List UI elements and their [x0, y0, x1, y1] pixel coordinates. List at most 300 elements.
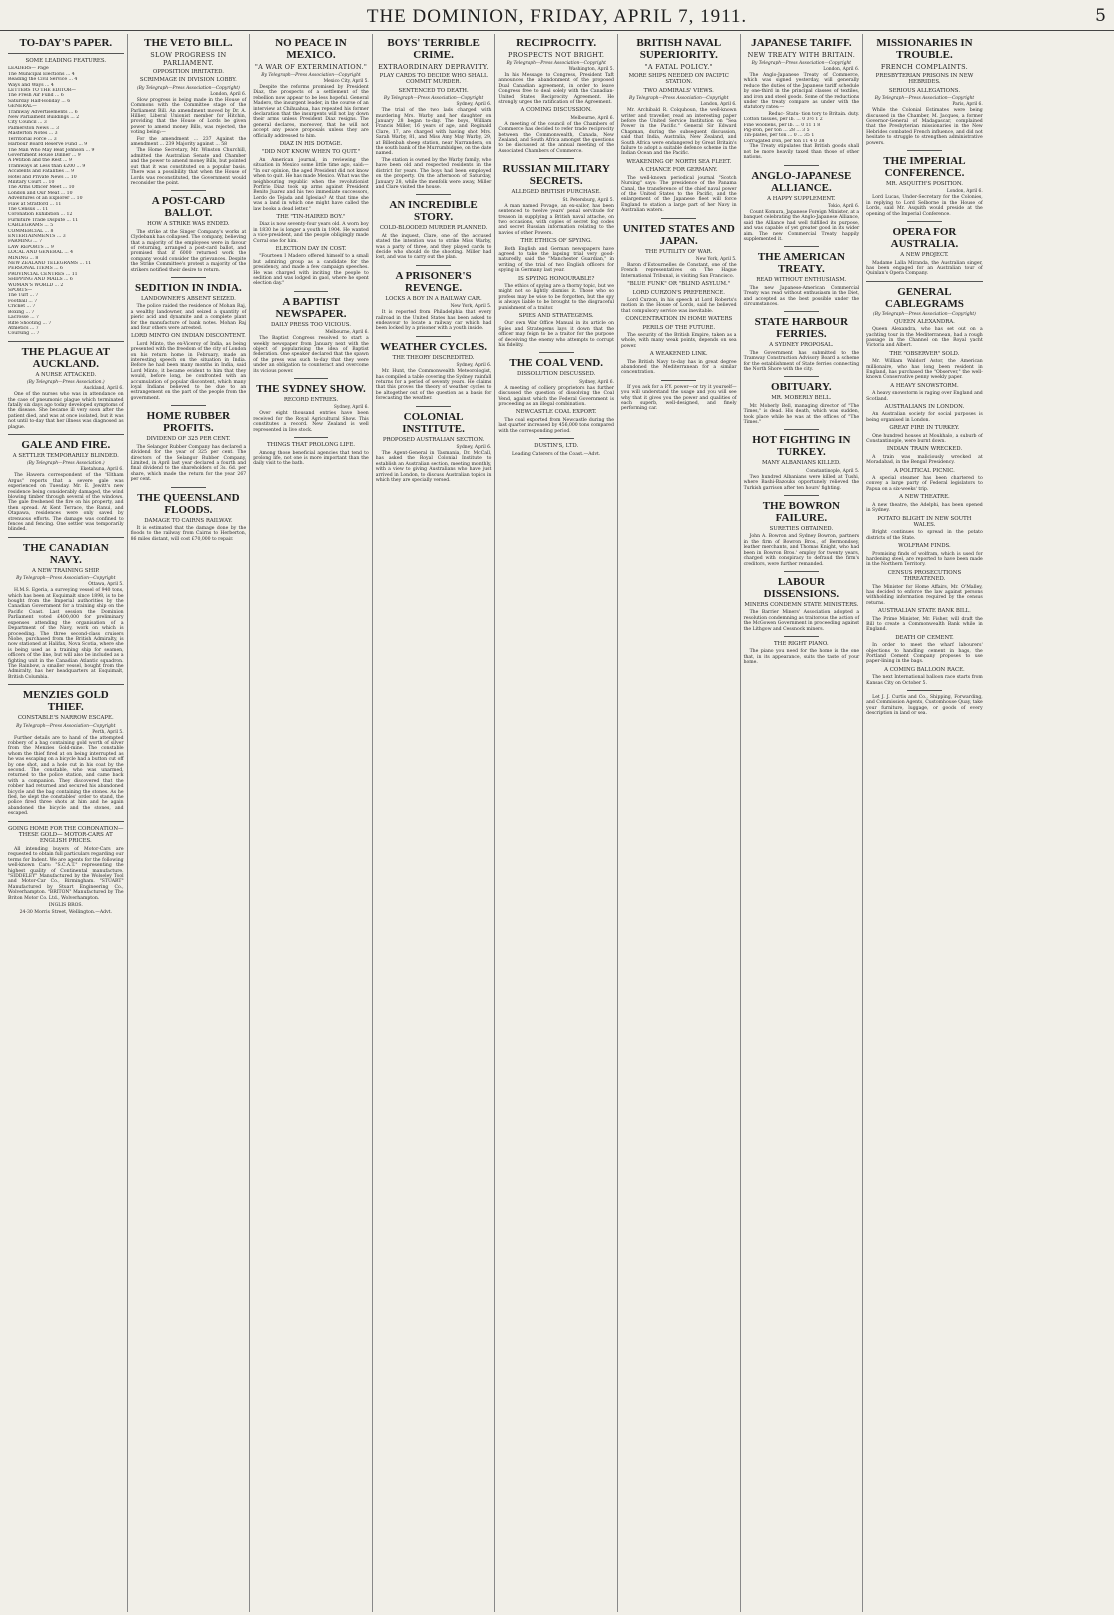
article-paragraph: Mr. Archibald R. Colquhoun, the well-known writer and traveller, read an interesting paper before the United Service Institution on "Sea Power in the Pacific." General Sir Edward Chapman, during the subsequent discussion, said that India, Australia, New Zealand, and South Africa were endangered by Great Britain's failure to adopt a suitable defence scheme in the Indian Ocean and the Pacific.	[620, 108, 737, 157]
vote-figures: For the amendment ... 237 Against the amendment ... 239 Majority against ... 58	[130, 136, 247, 148]
cablegram-heading: INDIAN TRAIN WRECKED.	[886, 446, 963, 453]
subheadline: DAILY PRESS TOO VICIOUS.	[270, 321, 352, 328]
divider	[784, 429, 819, 430]
dateline: Constantinople, April 5.	[806, 468, 860, 474]
headline: RECIPROCITY.	[516, 37, 597, 49]
divider	[8, 434, 124, 435]
index-entry: Palmerston News ... 3	[8, 125, 60, 131]
article-paragraph: While the Colonial Estimates were being discussed in the Chamber, M. Jacques, a former Governor-General of Madagascar, complained that the Presbyterian missionaries in the New Hebrides combated French influence, and did not hesitate to struggle to strengthen administrative powers.	[866, 108, 983, 146]
article-paragraph: The Barrier Miners' Association adopted a resolution condemning as traitorous the action of the McGowen Government in proceeding against the Lithgow and Cessnock miners.	[743, 610, 860, 632]
dateline: Ottawa, April 5.	[88, 582, 124, 588]
article-paragraph: The Hawera correspondent of the "Eltham Argus" reports that a severe gale was experienced on Tuesday. Mr. E. Jewitt's new residence being considerably damaged, the wind blowing timber through several of the windows. The gale freshened the fire on his property, and then spread. At Kent Terrace, the Ranui, and Otapawa, residences were only saved by strenuous efforts. The damage was confined to fences and fencing. One settler was temporarily blinded.	[8, 473, 124, 533]
subheadline: LORD CURZON'S PREFERENCE.	[632, 289, 725, 296]
article-paragraph: It is reported from Philadelphia that every railroad in the United States has been asked to endeavour to locate a railway car which had been locked by a prisoner with a youth inside.	[375, 310, 492, 332]
subheadline: WEAKENING OF NORTH SEA FLEET.	[626, 158, 732, 165]
cablegram-text: A train was maliciously wrecked at Moradabad, in the Bengal Presidency.	[866, 454, 983, 466]
tariff-table	[744, 117, 860, 144]
column-6	[618, 34, 741, 1612]
index-entry: LAW REPORTS ... 9	[8, 244, 54, 250]
tariff-table-header: Reduc- Statu- tion tory to Britain. duty.	[768, 111, 860, 117]
column-3	[250, 34, 373, 1612]
advertisement-heading: THINGS THAT PROLONG LIFE.	[266, 442, 355, 449]
article-paragraph: The security of the British Empire, taken as a whole, with many weak points, depends on sea power.	[620, 333, 737, 349]
source-line: By Telegraph—Press Association—Copyright	[629, 96, 729, 102]
index-entry: The Man Who May Beat Johnson ... 9	[8, 147, 95, 153]
subheadline: EXTRAORDINARY DEPRAVITY.	[378, 63, 489, 71]
headline: THE AMERICAN TREATY.	[757, 251, 845, 276]
divider	[8, 341, 124, 342]
source-line: (By Telegraph—Press Association.)	[26, 380, 105, 386]
source-line: (By Telegraph—Press Association—Copyright)	[136, 85, 240, 91]
article-paragraph: An American journal, in reviewing the situation in Mexico some little time ago, said:— "In our opinion, the aged President did not know when to quit. He has made Mexico. What was the neighbouring republic when the revolutionist Porfirio Diaz took up arms against President Benito Juarez and his two immediate successors, Lerdo de Tejada and Iglesias? At that time she was a land in which one might have called the law books a dead letter."	[253, 157, 369, 212]
dateline: Auckland, April 6.	[83, 386, 124, 392]
headline: ANGLO-JAPANESE ALLIANCE.	[751, 169, 852, 194]
divider	[661, 218, 696, 219]
subheadline: FRENCH COMPLAINTS.	[880, 63, 969, 71]
index-entry: LETTERS TO THE EDITOR—	[8, 88, 76, 94]
index-entry: Military Court ... 10	[8, 179, 55, 185]
subheadline: READ WITHOUT ENTHUSIASM.	[756, 277, 847, 284]
divider	[294, 437, 329, 438]
subheadline: CONCENTRATION IN HOME WATERS	[625, 316, 733, 323]
index-entry: Reading the Civil Service ... 4	[8, 77, 78, 83]
headline: GENERAL CABLEGRAMS	[885, 285, 964, 310]
headline: THE PLAGUE AT AUCKLAND.	[21, 345, 111, 370]
divider	[8, 684, 124, 685]
index-entry: A Petition and the Rest ... 9	[8, 158, 72, 164]
article-paragraph: The trial of the two lads charged with murdering Mrs. Warby and her daughter on January 28 began to-day. The boys, William Francis Miller, 16 years of age, and Reginald Clare, 17, are charged with having shot Mrs. Sarah Warby, 81, and Miss Amy May Warby, 29, at Billenbah sheep station, near Narrandera, on the south bank of the Murrumbidgee, on the date named.	[375, 108, 492, 157]
divider	[784, 636, 819, 637]
headline: RUSSIAN MILITARY SECRETS.	[502, 163, 610, 188]
subheadline: A SYDNEY PROPOSAL.	[769, 342, 834, 349]
index-entry: Athletics ... 7	[8, 325, 39, 331]
advertiser-address: 24-30 Morris Street, Wellington.—Advt.	[19, 910, 112, 916]
subheadline: MANY ALBANIANS KILLED.	[762, 460, 841, 467]
headline: THE QUEENSLAND FLOODS.	[137, 491, 240, 516]
dateline: Sydney, April 6.	[456, 102, 492, 108]
cablegram-text: A heavy snowstorm is raging over England and Scotland.	[866, 391, 983, 402]
index-entry: Harbour Board Reserve Fund ... 9	[8, 142, 88, 148]
source-line: (By Telegraph—Press Association—Copyright)	[873, 311, 976, 317]
article-paragraph: The Selangor Rubber Company has declared a dividend for the year of 325 per cent. The directors of the Selangor Rubber Company, Limited, in April last year declared a fourth and final dividend to the shareholders of 3s. 6d. per share, which made the return for the year 267 per cent.	[130, 444, 247, 483]
subheadline: "BLUE FUNK" OR "BLIND ASYLUM."	[627, 281, 731, 288]
divider	[171, 277, 206, 278]
divider	[171, 487, 206, 488]
subheadline: OPPOSITION IRRITATED.	[152, 69, 224, 75]
index-entry: SPORTS—	[8, 288, 33, 294]
headline: BRITISH NAVAL SUPERIORITY.	[636, 37, 722, 61]
article-paragraph: A meeting of colliery proprietors has further discussed the question of dissolving the Coal Vend, against which the Federal Government is proceeding as an illegal combination.	[498, 385, 614, 408]
headline: UNITED STATES AND JAPAN.	[622, 222, 735, 247]
subheadline: SCRIMMAGE IN DIVISION LOBBY.	[139, 77, 237, 84]
index-entry: The Municipal Elections ... 4	[8, 71, 75, 77]
index-entry: Boxing ... 7	[8, 309, 35, 315]
subheadline: HOW A STRIKE WAS ENDED.	[147, 221, 230, 228]
divider	[416, 265, 451, 266]
source-line: (By Telegraph—Press Association.)	[26, 461, 105, 467]
subheadline: PROSPECTS NOT BRIGHT.	[508, 51, 605, 59]
index-entry: Hotel and Private News ... 10	[8, 174, 77, 180]
dateline: Paris, April 6.	[952, 102, 983, 108]
divider	[661, 380, 696, 381]
dateline: London, April 6.	[700, 102, 737, 108]
subheadline: PERILS OF THE FUTURE.	[642, 324, 716, 331]
headline: THE VETO BILL.	[144, 37, 233, 49]
subheadline: A HAPPY SUPPLEMENT.	[767, 195, 836, 202]
headline: AN INCREDIBLE STORY.	[389, 199, 478, 224]
subheadline: PRESBYTERIAN PRISONS IN NEW HEBRIDES.	[875, 73, 974, 86]
divider	[539, 438, 574, 439]
headline: NO PEACE IN MEXICO.	[275, 37, 347, 61]
article-paragraph: The new Japanese-American Commercial Treaty was read without enthusiasm in the Diet, and accepted as the best possible under the circumstances.	[743, 285, 860, 307]
subheadline: PLAY CARDS TO DECIDE WHO SHALL COMMIT MURDER.	[379, 73, 488, 86]
index-entry: Adventures of an Explorer ... 10	[8, 196, 83, 202]
headline: A BAPTIST NEWSPAPER.	[275, 295, 347, 320]
column-4	[373, 34, 496, 1612]
index-entry: Coronation Exhibition ... 12	[8, 212, 73, 218]
index-entry: MINING ... 8	[8, 255, 39, 261]
subheadline: DAMAGE TO CAIRNS RAILWAY.	[144, 517, 233, 524]
headline: SEDITION IN INDIA.	[135, 281, 242, 294]
index-entry: London and Our Meat ... 10	[8, 190, 73, 196]
index-entry: Football ... 7	[8, 298, 38, 304]
headline: OBITUARY.	[771, 381, 832, 394]
cablegram-heading: DEATH OF CEMENT.	[895, 634, 954, 641]
article-paragraph: Our own War Office Manual in its article on Spies and Strategems lays it down that the officer may feign to be a traitor for the purpose of deceiving the enemy who attempts to corrupt his fidelity.	[498, 321, 614, 349]
cablegram-heading: THE "OBSERVER" SOLD.	[889, 350, 960, 357]
divider	[784, 571, 819, 572]
article-paragraph: Madame Lalla Miranda, the Australian singer, has been engaged for an Australian tour of Quinlan's Opera Company.	[866, 260, 983, 277]
dateline: Sydney, April 6.	[456, 445, 492, 451]
article-paragraph: H.M.S. Egeria, a surveying vessel of 940 tons, which has been at Esquimalt since 1898, is to be bought from the Imperial authorities by the Canadian Government for a training ship on the Pacific Coast. Last session the Dominion Parliament voted £400,000 for preliminary expenses attending the organisation of a Department of the Navy, work on which is proceeding. The three second-class cruisers Niobe, purchased from the British Admiralty, is now stationed at Halifax, Nova Scotia, where she is being used as a training ship for seamen, officers of the line, but will also be included as a fighting unit in the Canadian Atlantic squadron. The Rainbow, a smaller vessel, bought from the Admiralty, has her headquarters at Esquimalt, British Columbia.	[8, 588, 124, 680]
index-entry: The Census ... 11	[8, 206, 49, 212]
index-entry: LEADERS— Page	[8, 66, 49, 72]
article-paragraph: Mr. Moberly Bell, managing director of "The Times," is dead. His death, which was sudden, took place while he was at the offices of "The Times."	[743, 403, 860, 426]
cablegram-heading: A NEW THEATRE.	[899, 494, 950, 501]
page-number: 5	[1095, 6, 1106, 26]
subheadline: SOME LEADING FEATURES.	[25, 58, 107, 64]
article-paragraph: The Anglo-Japanese Treaty of Commerce, which was signed yesterday, will generally reduce the duties of the Japanese tariff schedule by one-third in the principal classes of textiles, and iron and steel goods. Some of the reductions under the treaty compare as under with the statutory rates:—	[743, 73, 860, 111]
subheadline: RECORD ENTRIES.	[283, 397, 339, 404]
article-paragraph: The station is owned by the Warby family, who have been old and respected residents in the district for years. The boys had been employed on the property. On the afternoon of Saturday, January 28, while the menfolk were away, Miller and Clare visited the house.	[375, 157, 492, 190]
source-line: By Telegraph—Press Association—Copyright	[751, 61, 852, 66]
subheadline: A COMING DISCUSSION.	[520, 107, 592, 114]
subheadline: CONSTABLE'S NARROW ESCAPE.	[17, 715, 114, 722]
subheadline: A CHANCE FOR GERMANY.	[639, 167, 718, 174]
article-paragraph: The Home Secretary, Mr. Winston Churchill, admitted the Australian Senate and Chamber and the power to amend money Bills, but pointed out that it was constituted on a popular basis. There was a possibility that when the House of Lords was reconstituted, the Government would reconsider the point.	[130, 148, 247, 186]
divider	[416, 336, 451, 337]
advertiser-name: INGLIS BROS.	[48, 902, 83, 908]
cablegram-text: The next International balloon race starts from Kansas City on October 5.	[866, 675, 983, 686]
headline: LABOUR DISSENSIONS.	[763, 575, 840, 600]
divider	[171, 190, 206, 191]
index-entry: LOCAL AND GENERAL ... 4	[8, 250, 74, 256]
divider	[784, 311, 819, 312]
article-paragraph: Lord Curzon, in his speech at Lord Roberts's motion in the House of Lords, said he believed that compulsory service was inevitable.	[620, 297, 737, 314]
subheadline: COLD-BLOODED MURDER PLANNED.	[379, 225, 488, 232]
headline: THE CANADIAN NAVY.	[22, 541, 109, 566]
advertisement-text: All intending buyers of Motor-Cars are requested to obtain full particulars regarding our terms for Indent. We are agents for the following well-known Cars: "S.C.A.T." representing the highest quality of Continental manufacture. "SIDDELEY" Manufactured by the Wolseley Tool and Motor-Car Co., Birmingham. "STUART" Manufactured by Stuart Engineering Co., Wolverhampton. "BRITON" Manufactured by The Briton Motor Co. Ltd., Wolverhampton.	[8, 846, 124, 901]
subheadline: "DID NOT KNOW WHEN TO QUIT."	[261, 149, 361, 156]
article-paragraph: Lord Minto, the ex-Viceroy of India, as being presented with the freedom of the city of London on his return home in February, made an interesting speech on the situation in India. Before he had been many months in India, said Lord Minto, it became evident to him that they would, before long, be confronted with an accumulation of popular discontent, which many loyal Indians believed to be due to an estrangement on the part of the people from the government.	[130, 341, 247, 401]
cablegram-text: The Minister for Home Affairs, Mr. O'Malley, has decided to enforce the law against persons withholding information required by the census returns.	[866, 584, 983, 606]
divider	[8, 537, 124, 538]
subheadline: NEW TREATY WITH BRITAIN.	[747, 51, 856, 59]
index-entry: The Arms Officer Meet ... 10	[8, 185, 75, 191]
index-entry: PROVINCIAL CENTRES ... 11	[8, 271, 78, 277]
article-paragraph: The ethics of spying are a thorny topic, but we might not so lightly dismiss it. Those who so profess may be wise to be forgotten, but the spy is always liable to be brought to the disgraceful punishment of a traitor.	[498, 283, 614, 311]
article-paragraph: Both English and German newspapers have agreed to take the lapsing trial very good-naturedly, said the "Manchester Guardian," in writing of the trial of two English officers for spying in Germany last year.	[498, 246, 614, 274]
headline: TO-DAY'S PAPER.	[19, 37, 113, 49]
subheadline: ELECTION DAY IN COST.	[275, 245, 347, 252]
subheadline: DISSOLUTION DISCUSSED.	[516, 371, 596, 378]
headline: WEATHER CYCLES.	[380, 340, 487, 353]
cablegram-list	[866, 319, 983, 686]
article-paragraph: Diaz is now seventy-four years old. A worn boy in 1830 he is longer a youth in 1904. He wanted a vice-president, and the people obligingly made Corral one for him.	[253, 222, 369, 244]
cablegram-text: A special steamer has been chartered to convey a large party of Federal legislators to Papua on a six-weeks' trip.	[866, 476, 983, 492]
headline: BOYS' TERRIBLE CRIME.	[387, 37, 480, 61]
index-entry: Government House Dinner ... 9	[8, 152, 81, 158]
dateline: Melbourne, April 6.	[570, 115, 614, 121]
article-paragraph: Baron d'Estournelles de Constant, one of the French representatives on The Hague International Tribunal, is visiting San Francisco.	[620, 262, 737, 279]
advertisement-text: Let J. J. Curtis and Co., Shipping, Forwarding, and Commission Agents, Customhouse Quay, take your furniture, luggage, or goods of every description in land or sea.	[866, 695, 983, 717]
subheadline: LANDOWNER'S ABSENT SEIZED.	[140, 295, 236, 302]
article-paragraph: The British Navy to-day has in great degree abandoned the Mediterranean for a similar concentration.	[620, 359, 737, 376]
subheadline: SERIOUS ALLEGATIONS.	[888, 87, 961, 94]
index-entry: Lacrosse ... 7	[8, 315, 39, 321]
contents-index	[8, 66, 124, 336]
subheadline: MORE SHIPS NEEDED ON PACIFIC STATION.	[628, 73, 729, 86]
cablegram-text: Mr. William Waldorf Astor, the American millionaire, who has long been resident in England, has purchased the "Observer," the well-known Conservative penny weekly paper.	[866, 359, 983, 381]
cablegram-heading: GREAT FIRE IN TURKEY.	[889, 425, 960, 432]
headline: THE COAL VEND.	[509, 357, 603, 370]
source-line: By Telegraph—Press Association—Copyright	[874, 96, 975, 102]
tariff-row: Pig-iron, per ton ... 28 ... 3 5	[743, 128, 810, 134]
headline: MENZIES GOLD THIEF.	[22, 689, 109, 714]
cablegram-text: One hundred houses at Moukhalo, a suburb of Constantinople, were burnt down.	[866, 433, 983, 445]
source-line: By Telegraph—Press Association—Copyright	[506, 61, 606, 66]
advertisement-text: If you ask for a P.Y. power—or try it yourself—you will understand the usage and you will see why that it gives you the power and qualities of each superb, well-designed, and finely performing car.	[620, 384, 737, 412]
tariff-row: Corrugated iron, per ton 11 4 0 38	[743, 138, 825, 144]
dateline: New York, April 5.	[695, 256, 737, 262]
index-entry: Tramways at Less than £200 ... 9	[8, 163, 86, 169]
index-entry: New Parliament Buildings ... 2	[8, 115, 80, 121]
cablegram-heading: WOLFRAM FINDS.	[898, 543, 951, 550]
subheadline: SURETIES OBTAINED.	[769, 526, 834, 533]
subheadline: NEWCASTLE COAL EXPORT.	[515, 409, 597, 416]
tariff-row: Fine woollens, per lb. ... 0 11 1 8	[743, 122, 821, 128]
index-entry: NEW ZEALAND TELEGRAMS ... 11	[8, 261, 92, 267]
tariff-row: Cotton tissues, per lb. ... 0 3½ 1 2	[743, 117, 823, 123]
headline: HOT FIGHTING IN TURKEY.	[752, 434, 851, 459]
advertisement-text: Among those beneficial agencies that tend to prolong life, not one is more important than the daily visit to the bath.	[253, 450, 369, 467]
article-paragraph: Slow progress is being made in the House of Commons with the Committee stage of the Parliament Bill. An amendment moved by Dr. A. Hillier, Liberal Unionist member for Hitchin, providing that the House of Lords be given power to amend money Bills, was rejected, the voting being:—	[130, 97, 247, 136]
subheadline: MINERS CONDEMN STATE MINISTERS.	[744, 601, 859, 608]
article-paragraph: The well-known periodical journal "Scotch Nursing" says: The presidence of the Panama Canal, the transference of the chief naval power of the United States to the Pacific, and the enlargement of the Japanese fleet will force England to station a large part of her Navy in Australian waters.	[620, 175, 737, 214]
subheadline: "A WAR OF EXTERMINATION."	[254, 63, 368, 71]
column-2	[128, 34, 251, 1612]
index-entry: GENERAL—	[8, 104, 37, 110]
divider	[907, 221, 942, 222]
divider	[907, 150, 942, 151]
cablegram-heading: A POLITICAL PICNIC.	[894, 467, 955, 474]
index-entry: ENTERTAINMENTS ... 3	[8, 234, 66, 239]
article-paragraph: A meeting of the council of the Chambers of Commerce has decided to refer trade reciprocity between the Commonwealth, Canada, New Zealand, and South Africa amongst the questions to be discussed at the annual meeting of the Associated Chambers of Commerce.	[498, 121, 614, 154]
dateline: Perth, April 5.	[92, 729, 124, 735]
dateline: London, April 6.	[946, 189, 983, 195]
subheadline: THE FUTILITY OF WAR.	[645, 248, 713, 255]
index-entry: Accidents and Fatalities ... 9	[8, 169, 75, 175]
divider	[784, 165, 819, 166]
article-paragraph: A man named Povage, an ex-sailor, has been sentenced to twelve years' penal servitude for treason in supplying a British naval attache, on two occasions, with copies of secret fog codes and secret Russian information relating to the navies of other Powers.	[498, 203, 614, 236]
index-entry: Masterton Notes ... 3	[8, 131, 58, 137]
subheadline: LOCKS A BOY IN A RAILWAY CAR.	[385, 295, 482, 302]
article-paragraph: Count Komura, Japanese Foreign Minister, at a banquet celebrating the Anglo-Japanese Alliance, said the Alliance had well fulfilled its purpose, and was capable of yet greater good in its wider aim. The new Commercial Treaty happily supplemented it.	[743, 209, 860, 242]
column-1	[5, 34, 128, 1612]
headline: THE SYDNEY SHOW.	[256, 383, 366, 396]
dateline: Melbourne, April 6.	[325, 330, 369, 336]
article-paragraph: Despite the reforms promised by President Diaz, the prospects of a settlement of the rebellion now appear to be less hopeful. General Madero, the insurgent leader, in the course of an interview at Chihuahua, has repeated his former declaration that the insurgents will not lay down their arms unless President Diaz resigns. The general declares, moreover, that he will not accept any peace proposals unless they are officially addressed to him.	[253, 85, 369, 139]
source-line: By Telegraph—Press Association—Copyright	[16, 723, 116, 729]
dateline: New York, April 5.	[450, 304, 492, 310]
subheadline: "A FATAL POLICY."	[644, 63, 713, 71]
columns	[5, 34, 1109, 1612]
divider	[416, 406, 451, 407]
divider	[171, 405, 206, 406]
cablegram-heading: QUEEN ALEXANDRA.	[893, 318, 955, 325]
article-paragraph: John A. Bowron and Sydney Bowron, partners in the firm of Bowron Bros., of Bermondsey, leather merchants, and Thomas Knight, who had been in Bowron Bros.' employ for twenty years, charged with conspiracy to defraud the firm's creditors, were further remanded.	[743, 534, 860, 567]
article-paragraph: It is estimated that the damage done by the floods to the railway from Cairns to Herberton, 86 miles distant, will cost £70,000 to repair.	[130, 525, 247, 542]
subheadline: A SETTLER TEMPORARILY BLINDED.	[12, 452, 119, 459]
advertisement-text: The piano you need for the home is the one that, in its appearance, suits the taste of your home.	[743, 649, 860, 666]
tariff-row: Tin-plates, per ton ... 0 ... 35 1	[743, 133, 815, 139]
subheadline: DIAZ IN HIS DOTAGE.	[279, 141, 343, 148]
dateline: London, April 6.	[210, 91, 247, 97]
dateline: Washington, April 5.	[568, 67, 614, 72]
advertisement-heading: DUSTIN'S, LTD.	[534, 443, 579, 450]
divider	[8, 821, 124, 822]
index-entry: Rifle Shooting ... 7	[8, 320, 52, 326]
divider	[907, 690, 942, 691]
dateline: Sydney, April 6.	[456, 363, 492, 369]
headline: A POST-CARD BALLOT.	[151, 195, 226, 220]
headline: COLONIAL INSTITUTE.	[402, 410, 465, 435]
subheadline: A WEAKENED LINK.	[649, 351, 708, 358]
masthead	[0, 0, 1114, 31]
index-entry: Tramway Advertisements ... 6	[8, 109, 78, 115]
article-paragraph: The coal exported from Newcastle during the last quarter increased by 456,000 tons compared with the corresponding period.	[498, 417, 614, 434]
subheadline: A NURSE ATTACKED.	[35, 371, 97, 378]
index-entry: Coursing ... 7	[8, 331, 40, 337]
dateline: London, April 6.	[823, 67, 860, 72]
index-entry: CABLEGRAMS ... 5	[8, 223, 54, 229]
subheadline: SENTENCED TO DEATH.	[398, 87, 469, 94]
subheadline: MR. ASQUITH'S POSITION.	[885, 181, 963, 188]
index-entry: City Council ... 3	[8, 120, 47, 126]
cablegram-heading: AUSTRALIANS IN LONDON.	[884, 404, 965, 410]
index-entry: Ways and Ways ... 4	[8, 82, 54, 88]
headline: GALE AND FIRE.	[21, 438, 111, 451]
subheadline: LORD MINTO ON INDIAN DISCONTENT.	[130, 333, 246, 340]
dateline: Sydney, April 6.	[579, 379, 614, 385]
divider	[866, 281, 983, 282]
index-entry: Cricket ... 7	[8, 304, 36, 310]
article-paragraph: The strike at the Singer Company's works at Clydebank has collapsed. The company, believing that a majority of the employees were in favour of returning, arranged a post-card ballot, and promised that if 6000 returned work the company would consider the grievances. Despite the Strike Committee's protest a majority of the strikers notified their desire to return.	[130, 229, 247, 273]
dateline: St. Petersburg, April 5.	[562, 197, 614, 203]
source-line: By Telegraph—Press Association—Copyright	[16, 576, 116, 582]
dateline: Sydney, April 6.	[333, 405, 369, 411]
source-line: By Telegraph—Press Association—Copyright	[261, 73, 361, 78]
cablegram-heading: A HEAVY SNOWSTORM.	[890, 382, 959, 389]
column-5	[495, 34, 618, 1612]
divider	[294, 291, 329, 292]
cablegram-text: In order to meet the wharf labourers' objections to handling cement in bags, the Portland Cement Company proposes to use paper-lining in the bags.	[866, 643, 983, 665]
article-paragraph: At the inquest, Clare, one of the accused stated the intention was to strike Miss Warby, was a party of three, and they played cards to decide who should do the shooting. Miller had lost, and was to carry out the plan.	[375, 233, 492, 261]
divider	[294, 378, 329, 379]
article-paragraph: Mr. Hunt, the Commonwealth Meteorologist, has compiled a table covering the Sydney rainfall returns for a period of seventy years. He claims that this proves the theory of weather cycles to be altogether out of the question as a basis for forecasting the weather.	[375, 369, 492, 402]
cablegram-text: A new theatre, the Adelphi, has been opened in Sydney.	[866, 502, 983, 514]
subheadline: THE "TIN-HAIRED BOY."	[276, 213, 346, 220]
article-paragraph: The Government has submitted to the Tramway Construction Advisory Board a scheme for the establishment of State ferries connecting the North Shore with the city.	[743, 350, 860, 372]
cablegram-text: The Prime Minister, Mr. Fisher, will draft the Bill to create a Commonwealth Bank while in England.	[866, 616, 983, 633]
article-paragraph: In his Message to Congress, President Taft announces the abandonment of the proposed Dual Canadian agreement, in order to leave Congress free to deal solely with the Canadian-United States Reciprocity Agreement. He strongly urges the ratification of the Agreement.	[498, 73, 614, 106]
index-entry: COMMERCIAL ... 8	[8, 228, 54, 234]
article-paragraph: One of the nurses who was in attendance on the case of pneumonic plague which terminated fatally six days ago today developed symptoms of the disease. She became ill very soon after the patient died, and was at once isolated, but it was not until to-day that her illness was diagnosed as plague.	[8, 392, 124, 430]
subheadline: A NEW TRAINING SHIP.	[32, 567, 100, 574]
cablegram-heading: CENSUS PROSECUTIONS THREATENED.	[887, 569, 962, 583]
divider	[539, 352, 574, 353]
divider	[784, 246, 819, 247]
article-paragraph: Lord Lucas, Under-Secretary for the Colonies, in replying to Lord Selborne in the House of Lords, said Mr. Asquith would preside at the opening of the Imperial Conference.	[866, 195, 983, 217]
article-paragraph: The Treaty stipulates that British goods shall not be more heavily taxed than those of other nations.	[743, 144, 860, 161]
index-entry: The Turf ... 7	[8, 293, 39, 299]
divider	[784, 376, 819, 377]
column-8	[863, 34, 986, 1612]
subheadline: IS SPYING HONOURABLE?	[517, 275, 595, 282]
cablegram-text: Promising finds of wolfram, which is used for hardening steel, are reported to have been made in the Northern Territory.	[866, 551, 983, 568]
index-entry: Saturday Half-Holiday ... 6	[8, 98, 71, 104]
subheadline: TWO ADMIRALS' VIEWS.	[643, 87, 714, 94]
headline: STATE HARBOUR FERRIES.	[754, 316, 849, 341]
index-entry: WOMAN'S WORLD ... 2	[8, 282, 64, 288]
advertisement-heading: GOING HOME FOR THE CORONATION—THESE GOLD— MOTOR-CARS AT ENGLISH PRICES.	[8, 825, 124, 845]
divider	[416, 194, 451, 195]
divider	[8, 53, 124, 54]
advertisement-text: Leading Caterers of the Coast.—Advt.	[511, 451, 601, 457]
cablegram-heading: AUSTRALIAN STATE BANK BILL.	[878, 608, 971, 615]
subheadline: DIVIDEND OF 325 PER CENT.	[146, 436, 231, 443]
dateline: Eketahuna, April 6.	[80, 467, 124, 473]
index-entry: The Fresh Air Fund ... 6	[8, 93, 64, 99]
advertisement-heading: THE RIGHT PIANO.	[774, 640, 829, 647]
dateline: Tokio, April 6.	[827, 203, 860, 209]
index-entry: Territorial Force ... 3	[8, 136, 57, 142]
article-paragraph: The Baptist Congress resolved to start a weekly newspaper from January next with the object of popularising the idea of Baptist federation. One speaker declared that the spawn of the press was such to-day that they were under an obligation to counteract and overcome its vicious power.	[253, 336, 369, 374]
column-7	[741, 34, 864, 1612]
subheadline: THE THEORY DISCREDITED.	[392, 354, 475, 361]
headline: OPERA FOR AUSTRALIA.	[890, 226, 959, 251]
cablegram-heading: POTATO BLIGHT IN NEW SOUTH WALES.	[877, 515, 972, 528]
subheadline: PROPOSED AUSTRALIAN SECTION.	[382, 436, 485, 443]
article-paragraph: The Agent-General in Tasmania, Dr. McCall, has asked the Royal Colonial Institute to establish an Australian section, meeting monthly, with a view to giving Australians who have just arrived in London, to discuss Australian topics in which they are specially versed.	[375, 451, 492, 484]
index-entry: PERSONAL ITEMS ... 6	[8, 266, 63, 272]
source-line: By Telegraph—Press Association—Copyright	[383, 96, 484, 102]
masthead-title: THE DOMINION, FRIDAY, APRIL 7, 1911.	[366, 6, 748, 27]
dateline: Mexico City, April 5.	[323, 79, 369, 84]
headline: A PRISONER'S REVENGE.	[395, 269, 472, 294]
subheadline: MR. MOBERLY BELL.	[771, 395, 832, 402]
subheadline: SPIES AND STRATEGEMS.	[518, 313, 594, 319]
